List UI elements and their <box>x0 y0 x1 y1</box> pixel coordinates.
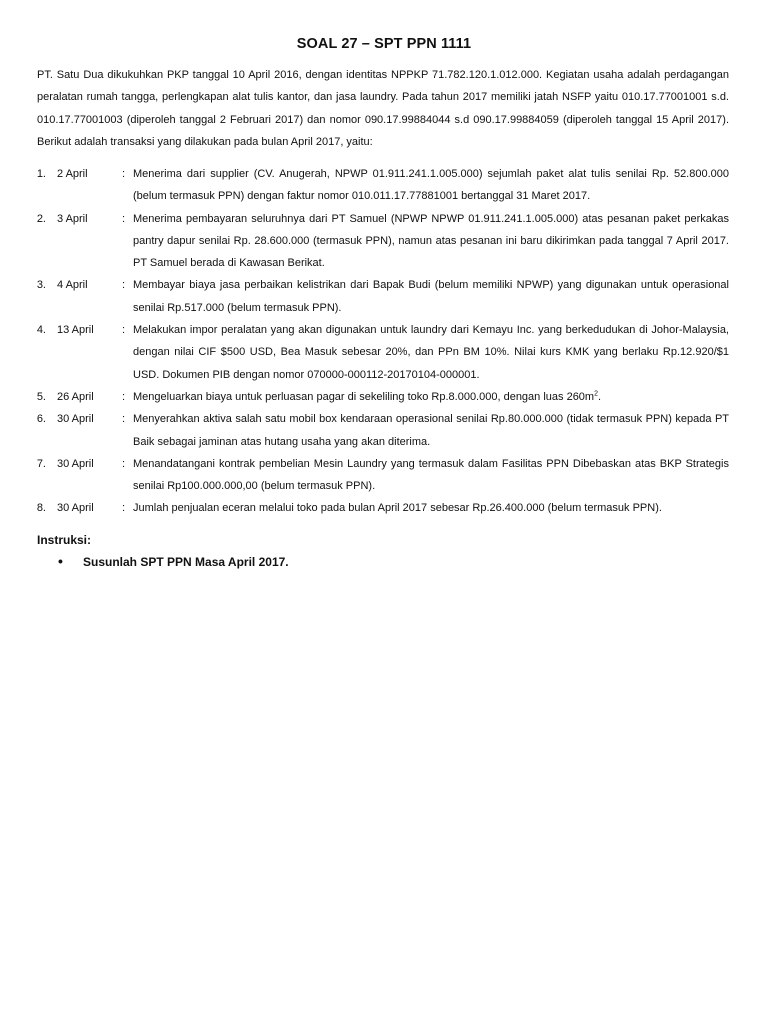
intro-text: PT. Satu Dua dikukuhkan PKP tanggal 10 April 2016, dengan identitas NPPKP 71.782.120.1.012.000. Kegiatan usaha adalah perdagangan peralatan rumah tangga, perlengkapan alat tulis kantor, dan jasa laundry. Pada tahun 2017 memiliki jatah NSFP yaitu 010.17.77001001 s.d. 010.17.77001003 (diperoleh tanggal 2 Februari 2017) dan nomor 090.17.99884044 s.d 090.17.99884059 (diperoleh tanggal 15 April 2017). Berikut adalah transaksi yang dilakukan pada bulan April 2017, yaitu: <box>37 69 729 148</box>
item-text: Jumlah penjualan eceran melalui toko pada bulan April 2017 sebesar Rp.26.400.000 (belum termasuk PPN). <box>133 502 662 515</box>
instruction-text: Susunlah SPT PPN Masa April 2017. <box>83 555 289 569</box>
item-number: 4. <box>36 324 46 337</box>
item-text: Menandatangani kontrak pembelian Mesin Laundry yang termasuk dalam Fasilitas PPN Dibebaskan atas BKP Strategis senilai Rp100.000.000,00 (belum termasuk PPN). <box>133 457 729 493</box>
item-text: Menerima dari supplier (CV. Anugerah, NPWP 01.911.241.1.005.000) sejumlah paket alat tulis senilai Rp. 52.800.000 (belum termasuk PPN) dengan faktur nomor 010.011.17.77881001 bertanggal 31 Maret 2017. <box>133 168 729 203</box>
transaction-item <box>0 319 768 386</box>
item-number: 5. <box>36 390 46 403</box>
item-separator: : <box>121 212 126 225</box>
bullet-icon: • <box>58 553 63 569</box>
item-separator: : <box>121 279 126 292</box>
transaction-item <box>0 386 768 408</box>
item-text: Menyerahkan aktiva salah satu mobil box kendaraan operasional senilai Rp.80.000.000 (tidak termasuk PPN) kepada PT Baik sebagai jaminan atas hutang usaha yang akan diterima. <box>133 413 729 448</box>
transaction-list <box>0 163 768 520</box>
item-date: 26 April <box>57 390 94 403</box>
instructions-heading: Instruksi: <box>37 533 92 547</box>
item-separator: : <box>121 502 126 515</box>
item-text: Membayar biaya jasa perbaikan kelistrikan dari Bapak Budi (belum memiliki NPWP) yang digunakan untuk operasional senilai Rp.517.000 (belum termasuk PPN). <box>133 279 729 314</box>
item-separator: : <box>121 390 126 403</box>
item-separator: : <box>121 413 126 426</box>
item-date: 2 April <box>57 168 88 180</box>
item-number: 6. <box>36 413 46 426</box>
item-date: 30 April <box>57 457 94 470</box>
item-text: Menerima pembayaran seluruhnya dari PT Samuel (NPWP NPWP 01.911.241.1.005.000) atas pesanan paket perkakas pantry dapur senilai Rp. 28.600.000 (termasuk PPN), namun atas pesanan ini baru dikirimkan pada tanggal 7 April 2017. PT Samuel berada di Kawasan Berikat. <box>133 212 729 270</box>
item-date: 30 April <box>57 413 94 426</box>
transaction-item <box>0 497 768 519</box>
transaction-item <box>0 453 768 498</box>
intro-paragraph <box>37 64 729 153</box>
transaction-item <box>0 208 768 275</box>
item-separator: : <box>121 168 126 180</box>
item-text: Mengeluarkan biaya untuk perluasan pagar di sekeliling toko Rp.8.000.000, dengan luas 260m <box>133 390 595 403</box>
item-text-tail: . <box>598 390 602 403</box>
item-text: Melakukan impor peralatan yang akan digunakan untuk laundry dari Kemayu Inc. yang berkedudukan di Johor-Malaysia, dengan nilai CIF $500 USD, Bea Masuk sebesar 20%, dan PPn BM 10%. Nilai kurs KMK yang berlaku Rp.12.920/$1 USD. Dokumen PIB dengan nomor 070000-000112-20170104-000001. <box>133 324 729 381</box>
instruction-item <box>58 552 289 572</box>
item-date: 13 April <box>57 324 94 337</box>
item-date: 4 April <box>57 279 88 292</box>
item-separator: : <box>121 324 126 337</box>
item-separator: : <box>121 457 126 470</box>
transaction-item <box>0 274 768 319</box>
item-date: 30 April <box>57 502 94 515</box>
item-number: 2. <box>36 212 46 225</box>
item-date: 3 April <box>57 212 88 225</box>
document-title: SOAL 27 – SPT PPN 1111 <box>296 36 472 52</box>
item-number: 8. <box>36 502 46 515</box>
transaction-item <box>0 163 768 208</box>
item-number: 7. <box>36 457 46 470</box>
item-text-wrapper <box>133 386 729 408</box>
superscript: 2 <box>594 390 598 398</box>
transaction-item <box>0 408 768 453</box>
item-number: 3. <box>36 279 46 292</box>
item-number: 1. <box>36 168 46 180</box>
